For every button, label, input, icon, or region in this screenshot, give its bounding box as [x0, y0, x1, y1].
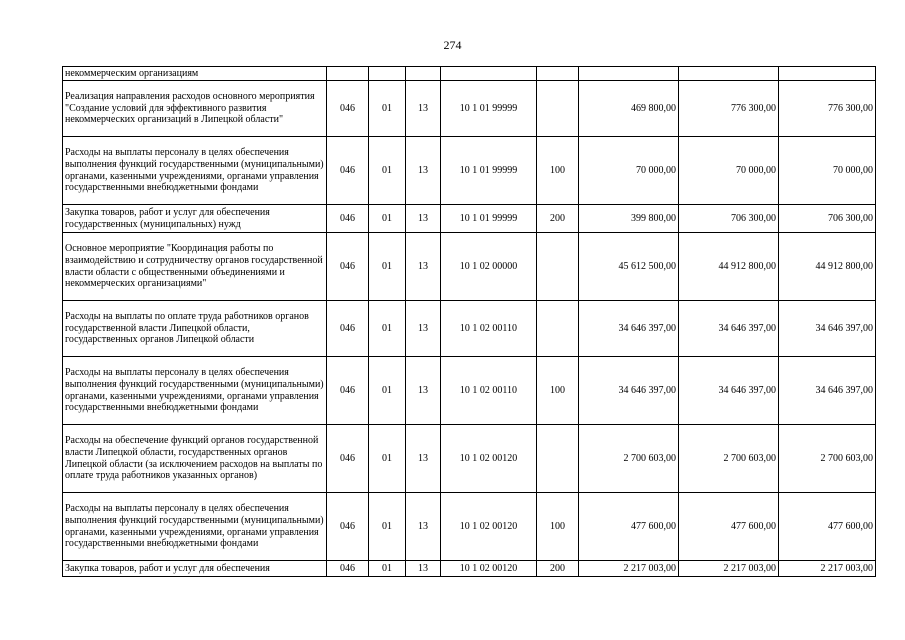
target-article-cell: 10 1 02 00120	[441, 561, 537, 577]
amount-year1-cell: 70 000,00	[579, 137, 679, 205]
target-article-cell: 10 1 01 99999	[441, 205, 537, 233]
row-name-cell: Расходы на выплаты персоналу в целях обеспечения выполнения функций государственными (муниципальными) органами, казенными учреждениями, органами управления государственными внебюджетными фондами	[63, 357, 327, 425]
amount-year1-cell: 469 800,00	[579, 81, 679, 137]
page-number: 274	[443, 38, 462, 52]
amount-year3-cell: 477 600,00	[779, 493, 876, 561]
subsection-code-cell: 13	[406, 233, 441, 301]
amount-year3-cell: 2 700 603,00	[779, 425, 876, 493]
amount-year2-cell: 44 912 800,00	[679, 233, 779, 301]
budget-table-body	[63, 67, 876, 577]
row-name-cell: Расходы на выплаты по оплате труда работников органов государственной власти Липецкой области, государственных органов Липецкой области	[63, 301, 327, 357]
subsection-code-cell: 13	[406, 301, 441, 357]
section-code-cell: 01	[369, 137, 406, 205]
expense-type-cell: 100	[537, 137, 579, 205]
target-article-cell	[441, 67, 537, 81]
budget-table	[62, 66, 876, 577]
ministry-code-cell: 046	[327, 81, 369, 137]
row-name-cell: Расходы на выплаты персоналу в целях обеспечения выполнения функций государственными (муниципальными) органами, казенными учреждениями, органами управления государственными внебюджетными фондами	[63, 137, 327, 205]
amount-year1-cell: 34 646 397,00	[579, 357, 679, 425]
amount-year1-cell: 2 700 603,00	[579, 425, 679, 493]
amount-year2-cell: 776 300,00	[679, 81, 779, 137]
subsection-code-cell: 13	[406, 205, 441, 233]
amount-year2-cell: 477 600,00	[679, 493, 779, 561]
subsection-code-cell	[406, 67, 441, 81]
table-row	[63, 205, 876, 233]
amount-year1-cell	[579, 67, 679, 81]
ministry-code-cell: 046	[327, 493, 369, 561]
amount-year1-cell: 34 646 397,00	[579, 301, 679, 357]
subsection-code-cell: 13	[406, 357, 441, 425]
ministry-code-cell: 046	[327, 425, 369, 493]
section-code-cell	[369, 67, 406, 81]
table-row	[63, 301, 876, 357]
ministry-code-cell	[327, 67, 369, 81]
ministry-code-cell: 046	[327, 205, 369, 233]
ministry-code-cell: 046	[327, 561, 369, 577]
amount-year3-cell: 34 646 397,00	[779, 357, 876, 425]
table-row	[63, 561, 876, 577]
table-row	[63, 81, 876, 137]
amount-year2-cell: 70 000,00	[679, 137, 779, 205]
amount-year1-cell: 477 600,00	[579, 493, 679, 561]
row-name-cell: Реализация направления расходов основного мероприятия "Создание условий для эффективного развития некоммерческих организаций в Липецкой области"	[63, 81, 327, 137]
row-name-cell: Основное мероприятие "Координация работы по взаимодействию и сотрудничеству органов государственной власти области с общественными объединениями и некоммерческих организациями"	[63, 233, 327, 301]
section-code-cell: 01	[369, 81, 406, 137]
section-code-cell: 01	[369, 357, 406, 425]
target-article-cell: 10 1 02 00000	[441, 233, 537, 301]
ministry-code-cell: 046	[327, 233, 369, 301]
amount-year3-cell: 706 300,00	[779, 205, 876, 233]
row-name-cell: некоммерческим организациям	[63, 67, 327, 81]
ministry-code-cell: 046	[327, 301, 369, 357]
subsection-code-cell: 13	[406, 493, 441, 561]
target-article-cell: 10 1 02 00110	[441, 301, 537, 357]
section-code-cell: 01	[369, 493, 406, 561]
target-article-cell: 10 1 01 99999	[441, 137, 537, 205]
expense-type-cell: 200	[537, 205, 579, 233]
expense-type-cell	[537, 81, 579, 137]
amount-year2-cell: 34 646 397,00	[679, 301, 779, 357]
row-name-cell: Закупка товаров, работ и услуг для обеспечения	[63, 561, 327, 577]
amount-year2-cell: 34 646 397,00	[679, 357, 779, 425]
row-name-cell: Закупка товаров, работ и услуг для обеспечения государственных (муниципальных) нужд	[63, 205, 327, 233]
subsection-code-cell: 13	[406, 425, 441, 493]
row-name-cell: Расходы на обеспечение функций органов государственной власти Липецкой области, государственных органов Липецкой области (за исключением расходов на выплаты по оплате труда работников указанных органов)	[63, 425, 327, 493]
table-row	[63, 425, 876, 493]
expense-type-cell	[537, 301, 579, 357]
expense-type-cell: 100	[537, 357, 579, 425]
expense-type-cell: 200	[537, 561, 579, 577]
section-code-cell: 01	[369, 425, 406, 493]
amount-year3-cell: 44 912 800,00	[779, 233, 876, 301]
section-code-cell: 01	[369, 561, 406, 577]
amount-year3-cell: 70 000,00	[779, 137, 876, 205]
amount-year1-cell: 2 217 003,00	[579, 561, 679, 577]
amount-year2-cell	[679, 67, 779, 81]
amount-year2-cell: 2 217 003,00	[679, 561, 779, 577]
amount-year3-cell	[779, 67, 876, 81]
table-row	[63, 233, 876, 301]
amount-year3-cell: 2 217 003,00	[779, 561, 876, 577]
amount-year1-cell: 45 612 500,00	[579, 233, 679, 301]
target-article-cell: 10 1 02 00110	[441, 357, 537, 425]
amount-year3-cell: 34 646 397,00	[779, 301, 876, 357]
subsection-code-cell: 13	[406, 137, 441, 205]
target-article-cell: 10 1 02 00120	[441, 493, 537, 561]
row-name-cell: Расходы на выплаты персоналу в целях обеспечения выполнения функций государственными (муниципальными) органами, казенными учреждениями, органами управления государственными внебюджетными фондами	[63, 493, 327, 561]
target-article-cell: 10 1 01 99999	[441, 81, 537, 137]
amount-year2-cell: 706 300,00	[679, 205, 779, 233]
section-code-cell: 01	[369, 301, 406, 357]
expense-type-cell	[537, 425, 579, 493]
table-row	[63, 493, 876, 561]
expense-type-cell	[537, 233, 579, 301]
table-row	[63, 357, 876, 425]
table-row	[63, 67, 876, 81]
ministry-code-cell: 046	[327, 357, 369, 425]
subsection-code-cell: 13	[406, 561, 441, 577]
table-row	[63, 137, 876, 205]
amount-year1-cell: 399 800,00	[579, 205, 679, 233]
ministry-code-cell: 046	[327, 137, 369, 205]
section-code-cell: 01	[369, 205, 406, 233]
amount-year2-cell: 2 700 603,00	[679, 425, 779, 493]
amount-year3-cell: 776 300,00	[779, 81, 876, 137]
target-article-cell: 10 1 02 00120	[441, 425, 537, 493]
expense-type-cell	[537, 67, 579, 81]
expense-type-cell: 100	[537, 493, 579, 561]
subsection-code-cell: 13	[406, 81, 441, 137]
section-code-cell: 01	[369, 233, 406, 301]
